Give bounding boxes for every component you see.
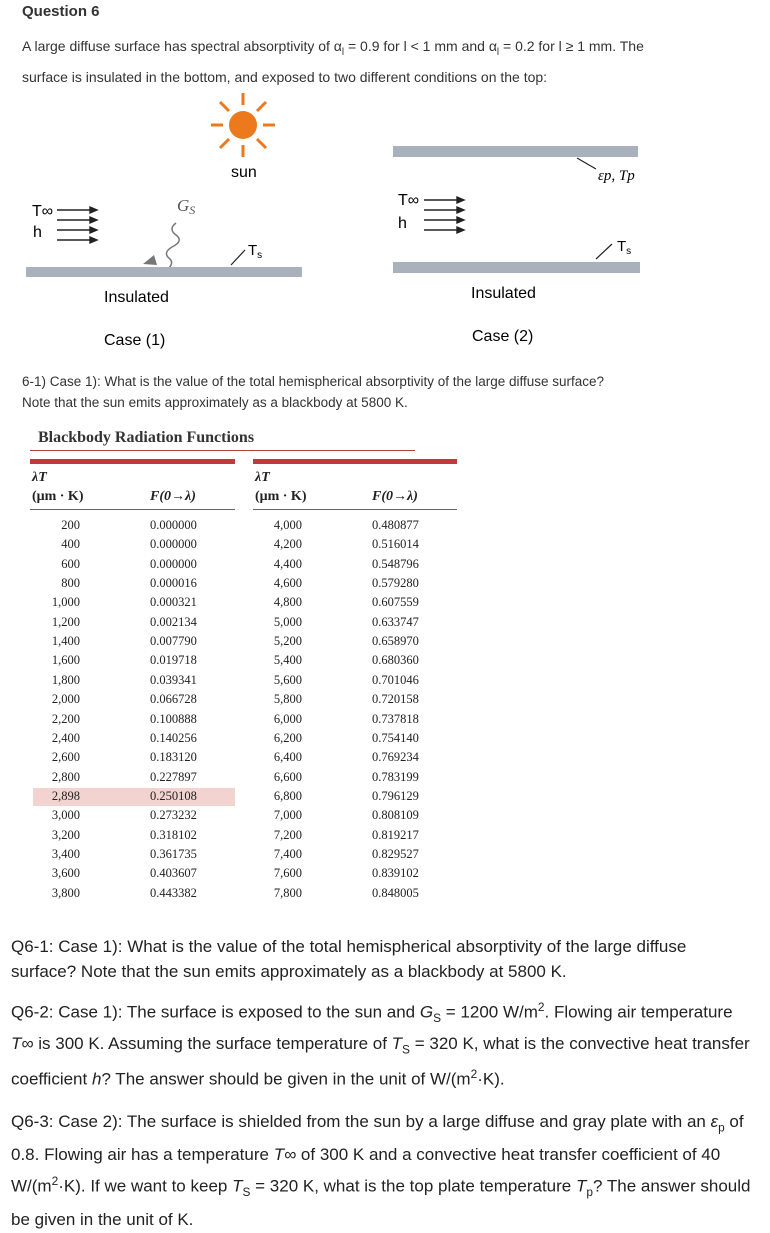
table-cell-lambda-t: 5,200 [273,634,302,649]
table-cell-lambda-t: 2,000 [51,692,80,707]
sun-icon [211,93,275,157]
table-cell-lambda-t: 4,400 [273,556,302,571]
table-cell-lambda-t: 2,800 [51,769,80,784]
table-cell-fraction: 0.039341 [150,672,197,687]
table-cell-fraction: 0.066728 [150,692,197,707]
table-cell-lambda-t: 3,800 [51,885,80,900]
col-head-unit-1: (μm · K) [32,489,84,504]
table-cell-fraction: 0.250108 [150,788,197,803]
col-head-unit-2: (μm · K) [255,489,307,504]
table-cell-fraction: 0.808109 [372,808,419,823]
question-6-3: Q6-3: Case 2): The surface is shielded from the sun by a large diffuse and gray plate with an $\varepsilon_p$ of 0.8. Flowing air has a temperature T∞ of 300 K and a convective heat transfer coefficient of 40 $W/(m^2\cdot K)$. If we want to keep $T_S = 320$ K, what is the top plate temperature $T_p$? The answer should be given in the unit of K. [11,1112,751,1230]
plate-label: εp, Tp [598,168,635,184]
table-cell-lambda-t: 5,800 [273,692,302,707]
table-cell-lambda-t: 4,800 [273,595,302,610]
table-cell-fraction: 0.548796 [372,556,419,571]
table-cell-lambda-t: 2,898 [51,788,80,803]
question-6-2: Q6-2: Case 1): The surface is exposed to the sun and $G_S = 1200$ $W/m^2$. Flowing air temperature T∞ is 300 K. Assuming the surface temperature of $T_S = 320$ K, what is the convective heat transfer coefficient h? The answer should be given in the unit of $W/(m^2\cdot K)$. [11,1000,750,1090]
h-label-1: h [33,224,42,241]
table-cell-fraction: 0.361735 [150,846,197,861]
t-inf-label-1: T∞ [32,203,54,220]
col-head-f-2: F(0→λ) [372,489,418,504]
question-title: Question 6 [22,3,100,20]
table-cell-fraction: 0.019718 [150,653,197,668]
flow-arrows-2 [424,197,464,233]
t-inf-label-2: T∞ [398,192,420,209]
table-rule-right [253,459,457,464]
insulated-label-2: Insulated [471,285,536,302]
table-rule-left [30,459,235,464]
table-cell-fraction: 0.783199 [372,769,419,784]
table-cell-lambda-t: 3,200 [51,827,80,842]
table-cell-fraction: 0.318102 [150,827,197,842]
table-title-underline [30,450,415,451]
table-cell-lambda-t: 6,800 [273,788,302,803]
table-cell-lambda-t: 6,200 [273,730,302,745]
col-head-at-1: λT [32,470,47,485]
problem-diagram [0,85,770,360]
table-cell-fraction: 0.000321 [150,595,197,610]
top-plate [393,146,638,157]
gs-label: GS [177,196,196,217]
table-cell-lambda-t: 3,400 [51,846,80,861]
surface-2 [393,262,640,273]
header-rule-left [30,509,235,510]
table-cell-lambda-t: 1,600 [51,653,80,668]
sub-question-6-1: 6-1) Case 1): What is the value of the total hemispherical absorptivity of the large diffuse surface? Note that the sun emits approximately as a blackbody at 5800 K. [22,374,605,410]
table-cell-lambda-t: 800 [61,576,80,591]
table-cell-fraction: 0.819217 [372,827,419,842]
table-cell-fraction: 0.100888 [150,711,197,726]
h-label-2: h [398,215,407,232]
table-cell-fraction: 0.000000 [150,537,197,552]
table-cell-fraction: 0.480877 [372,518,419,532]
table-cell-lambda-t: 400 [61,537,80,552]
surface-1 [26,267,302,277]
table-cell-fraction: 0.443382 [150,885,197,900]
table-cell-lambda-t: 2,600 [51,750,80,765]
table-cell-fraction: 0.839102 [372,866,419,881]
table-cell-lambda-t: 1,400 [51,634,80,649]
table-cell-fraction: 0.140256 [150,730,197,745]
question-intro: A large diffuse surface has spectral absorptivity of $\alpha_l = 0.9$ for l < 1 mm and $\alpha_l = 0.2$ for l ≥ 1 mm. The surface is insulated in the bottom, and exposed to two different conditions on the top: [22,38,644,85]
table-cell-fraction: 0.658970 [372,634,419,649]
table-cell-fraction: 0.720158 [372,692,419,707]
table-cell-fraction: 0.273232 [150,808,197,823]
table-cell-lambda-t: 2,400 [51,730,80,745]
table-cell-fraction: 0.007790 [150,634,197,649]
table-cell-lambda-t: 200 [61,518,80,532]
table-cell-lambda-t: 1,800 [51,672,80,687]
table-cell-lambda-t: 7,800 [273,885,302,900]
header-rule-right [253,509,457,510]
ts-pointer-1 [231,250,245,265]
table-cell-fraction: 0.516014 [372,537,419,552]
col-head-at-2: λT [255,470,270,485]
ts-pointer-2 [596,244,612,259]
table-cell-fraction: 0.848005 [372,885,419,900]
plate-pointer [577,158,596,169]
table-cell-fraction: 0.633747 [372,614,419,629]
table-cell-lambda-t: 3,000 [51,808,80,823]
table-cell-lambda-t: 4,200 [273,537,302,552]
table-cell-lambda-t: 5,000 [273,614,302,629]
table-cell-lambda-t: 5,600 [273,672,302,687]
table-cell-fraction: 0.579280 [372,576,419,591]
table-cell-fraction: 0.000000 [150,518,197,532]
table-cell-lambda-t: 4,600 [273,576,302,591]
table-cell-lambda-t: 4,000 [273,518,302,532]
table-cell-lambda-t: 6,000 [273,711,302,726]
case-1-label: Case (1) [104,332,166,349]
table-cell-lambda-t: 3,600 [51,866,80,881]
insulated-label-1: Insulated [104,289,169,306]
table-cell-lambda-t: 5,400 [273,653,302,668]
table-cell-fraction: 0.796129 [372,788,419,803]
table-cell-lambda-t: 1,000 [51,595,80,610]
table-cell-fraction: 0.680360 [372,653,419,668]
table-cell-fraction: 0.000000 [150,556,197,571]
table-cell-fraction: 0.000016 [150,576,197,591]
table-cell-lambda-t: 6,600 [273,769,302,784]
table-cell-fraction: 0.769234 [372,750,419,765]
table-cell-fraction: 0.829527 [372,846,419,861]
table-cell-fraction: 0.754140 [372,730,419,745]
table-cell-fraction: 0.002134 [150,614,197,629]
table-cell-lambda-t: 7,000 [273,808,302,823]
table-cell-lambda-t: 1,200 [51,614,80,629]
table-cell-lambda-t: 6,400 [273,750,302,765]
table-cell-lambda-t: 600 [61,556,80,571]
table-cell-fraction: 0.701046 [372,672,419,687]
gs-arrowhead-icon [143,255,157,265]
question-6-1: Q6-1: Case 1): What is the value of the total hemispherical absorptivity of the large diffuse surface? Note that the sun emits approximately as a blackbody at 5800 K. [11,937,687,981]
table-cell-lambda-t: 2,200 [51,711,80,726]
ts-label-1: $T_s$ [248,242,263,261]
table-title: Blackbody Radiation Functions [38,429,255,446]
table-cell-lambda-t: 7,200 [273,827,302,842]
table-cell-fraction: 0.737818 [372,711,419,726]
table-cell-fraction: 0.607559 [372,595,419,610]
table-cell-fraction: 0.227897 [150,769,197,784]
col-head-f-1: F(0→λ) [150,489,196,504]
sun-label: sun [231,164,257,181]
flow-arrows-1 [57,207,97,243]
table-cell-fraction: 0.403607 [150,866,197,881]
case-2-label: Case (2) [472,328,534,345]
table-cell-lambda-t: 7,400 [273,846,302,861]
table-cell-lambda-t: 7,600 [273,866,302,881]
table-cell-fraction: 0.183120 [150,750,197,765]
ts-label-2: $T_s$ [617,238,632,257]
